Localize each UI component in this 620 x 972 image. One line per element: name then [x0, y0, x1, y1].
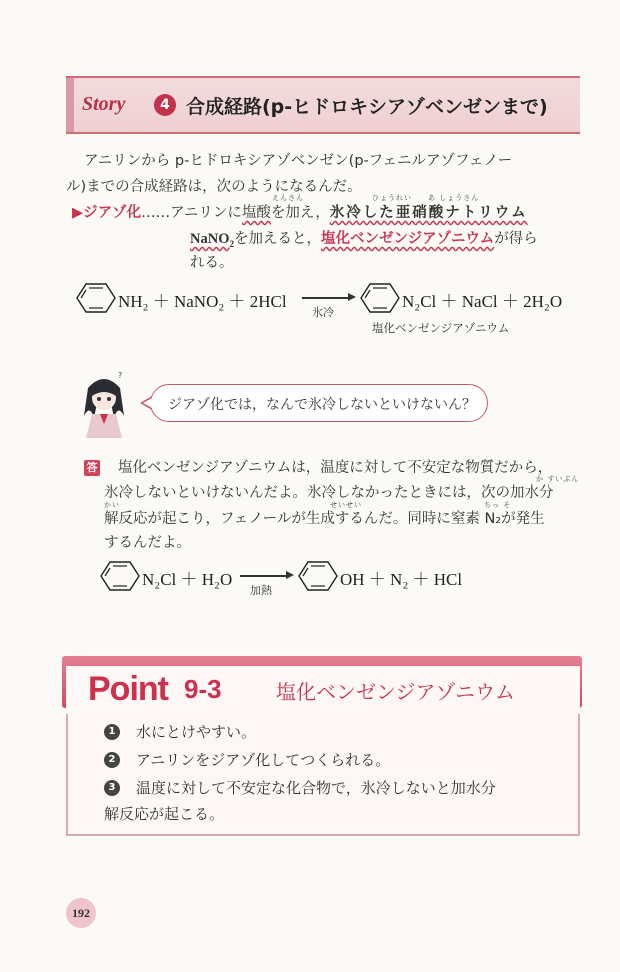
- character-avatar: [74, 368, 134, 438]
- diazo-product: 塩化ベンゼンジアゾニウム: [320, 231, 495, 247]
- ruby-chisso: ちっ そ: [484, 501, 512, 509]
- svg-text:?: ?: [118, 371, 123, 380]
- benzene-ring-icon: [76, 282, 116, 314]
- story-number: 4: [154, 94, 176, 116]
- answer-badge: 答: [84, 460, 100, 476]
- story-badge: Story: [82, 93, 126, 115]
- eq1-arrow-head: [348, 293, 356, 301]
- diazo-line-1: [72, 202, 528, 224]
- eq2-arrow-head: [286, 571, 294, 579]
- eq1-lhs: NH₂ ＋ NaNO₂ ＋ 2HCl: [118, 292, 287, 311]
- ruby-sub: あ しょうさん: [428, 194, 480, 202]
- answer-line-4: するんだよ。: [104, 535, 191, 551]
- eq1-product-label: 塩化ベンゼンジアゾニウム: [372, 321, 510, 335]
- page-number: 192: [66, 898, 96, 928]
- diazo-text-b: を加え，: [270, 205, 330, 221]
- diazo-acid: 塩酸: [241, 205, 271, 221]
- ruby-acid: えんさん: [272, 194, 304, 202]
- benzene-ring-icon: [100, 560, 140, 592]
- story-title: 合成経路(p-ヒドロキシアゾベンゼンまで): [186, 96, 548, 118]
- point-title: 塩化ベンゼンジアゾニウム: [276, 680, 515, 704]
- eq2-rhs: OH ＋ N₂ ＋ HCl: [340, 570, 463, 589]
- eq2-condition: 加熱: [250, 584, 272, 597]
- diazo-text-c: を加えると，: [233, 231, 321, 247]
- answer-line-3: 解反応が起こり，フェノールが生成するんだ。同時に窒素 N₂が発生: [104, 511, 545, 527]
- intro-line-2: ル)までの合成経路は，次のようになるんだ。: [66, 179, 362, 195]
- ruby-kai: かい: [104, 501, 120, 509]
- story-header: [66, 76, 580, 134]
- bubble-tail-inner: [143, 398, 152, 408]
- point-item-3-cont: 解反応が起こる。: [104, 805, 225, 823]
- header-top-rule: [66, 76, 580, 78]
- question-text: ジアゾ化では，なんで氷冷しないといけないん？: [168, 397, 476, 413]
- eq1-arrow: [302, 297, 350, 299]
- benzene-ring-icon: [360, 282, 400, 314]
- ruby-kasui: か すいぶん: [536, 475, 580, 483]
- point-item-3-number: 3: [104, 780, 120, 796]
- diazo-text-a: アニリンに: [170, 205, 242, 221]
- intro-line-1: アニリンから p-ヒドロキシアゾベンゼン(p-フェニルアゾフェノー: [84, 153, 513, 169]
- answer-line-1: 塩化ベンゼンジアゾニウムは，温度に対して不安定な物質だから，: [118, 460, 553, 476]
- diazo-line-3: れる。: [190, 255, 234, 271]
- eq2-lhs: N₂Cl ＋ H₂O: [142, 570, 233, 589]
- point-number: 9-3: [184, 674, 222, 704]
- ruby-seisei: せいせい: [330, 501, 362, 509]
- point-item-1: 水にとけやすい。: [136, 723, 257, 741]
- diazo-formula: NaNO: [190, 231, 230, 247]
- diazo-dots: ……: [141, 205, 171, 221]
- benzene-ring-icon: [298, 560, 338, 592]
- eq2-arrow: [240, 575, 288, 577]
- header-bottom-rule: [66, 132, 580, 134]
- point-item-1-number: 1: [104, 724, 120, 740]
- eq1-condition: 氷冷: [312, 306, 334, 319]
- diazo-formula-sub: 2: [229, 238, 234, 249]
- diazo-text-d: が得ら: [494, 231, 538, 247]
- diazo-line-2: [190, 228, 538, 255]
- ruby-ice: ひょうれい: [372, 194, 412, 202]
- answer-line-2: 氷冷しないといけないんだよ。氷冷しなかったときには，次の加水分: [104, 485, 554, 501]
- diazo-label: ▶ジアゾ化: [72, 205, 142, 221]
- point-item-2: アニリンをジアゾ化してつくられる。: [136, 751, 391, 769]
- point-item-2-number: 2: [104, 752, 120, 768]
- diazo-nitrite: 氷冷した亜硝酸ナトリウム: [329, 205, 528, 221]
- eq1-rhs: N₂Cl ＋ NaCl ＋ 2H₂O: [402, 292, 563, 311]
- point-item-3: 温度に対して不安定な化合物で，氷冷しないと加水分: [136, 779, 496, 797]
- point-word: Point: [88, 670, 168, 708]
